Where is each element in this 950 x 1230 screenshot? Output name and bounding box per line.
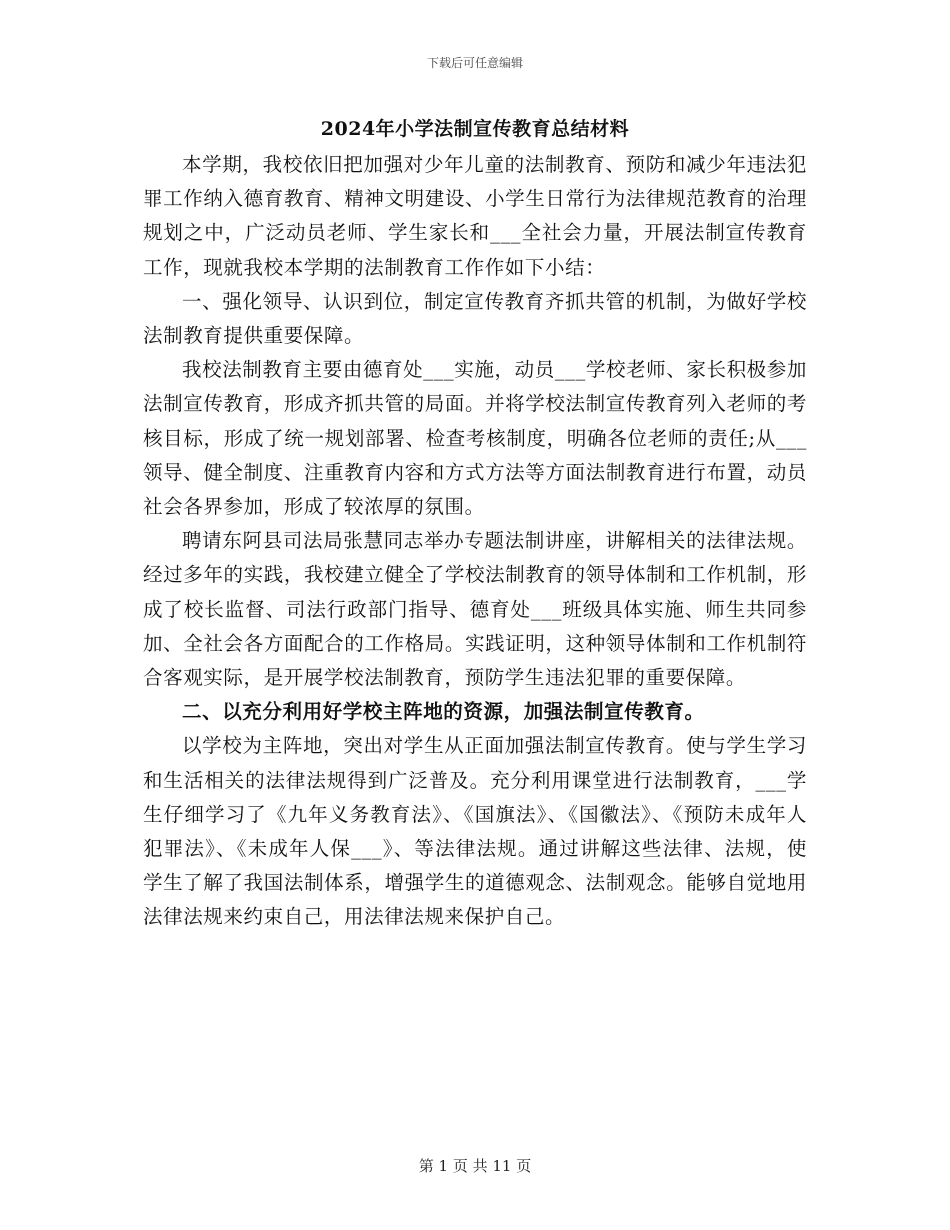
page-footer: 第 1 页 共 11 页 xyxy=(418,1157,532,1175)
paragraph-section-1-body-2: 聘请东阿县司法局张慧同志举办专题法制讲座，讲解相关的法律法规。经过多年的实践，我校建立健全了学校法制教育的领导体制和工作机制，形成了校长监督、司法行政部门指导、德育处___班级具体实施、师生共同参加、全社会各方面配合的工作格局。实践证明，这种领导体制和工作机制符合客观实际，是开展学校法制教育，预防学生违法犯罪的重要保障。 xyxy=(143,529,807,690)
paragraph-section-2-body-1: 以学校为主阵地，突出对学生从正面加强法制宣传教育。使与学生学习和生活相关的法律法规得到广泛普及。充分利用课堂进行法制教育，___学生仔细学习了《九年义务教育法》、《国旗法》、《国徽法》、《预防未成年人犯罪法》、《未成年人保___》、等法律法规。通过讲解这些法律、法规，使学生了解了我国法制体系，增强学生的道德观念、法制观念。能够自觉地用法律法规来约束自己，用法律法规来保护自己。 xyxy=(143,734,807,929)
paragraph-section-2-heading: 二、以充分利用好学校主阵地的资源，加强法制宣传教育。 xyxy=(182,700,705,724)
paragraph-intro: 本学期，我校依旧把加强对少年儿童的法制教育、预防和减少年违法犯罪工作纳入德育教育、精神文明建设、小学生日常行为法律规范教育的治理规划之中，广泛动员老师、学生家长和___全社会力量，开展法制宣传教育工作，现就我校本学期的法制教育工作作如下小结： xyxy=(143,153,807,279)
document-title: 2024年小学法制宣传教育总结材料 xyxy=(320,118,630,140)
paragraph-section-1-body-1: 我校法制教育主要由德育处___实施，动员___学校老师、家长积极参加法制宣传教育，形成齐抓共管的局面。并将学校法制宣传教育列入老师的考核目标，形成了统一规划部署、检查考核制度，明确各位老师的责任;从___领导、健全制度、注重教育内容和方式方法等方面法制教育进行布置，动员社会各界参加，形成了较浓厚的氛围。 xyxy=(143,358,807,519)
document-body xyxy=(143,148,807,935)
header-note: 下载后可任意编辑 xyxy=(426,56,523,70)
paragraph-section-1-heading: 一、强化领导、认识到位，制定宣传教育齐抓共管的机制，为做好学校法制教育提供重要保障。 xyxy=(143,289,807,348)
